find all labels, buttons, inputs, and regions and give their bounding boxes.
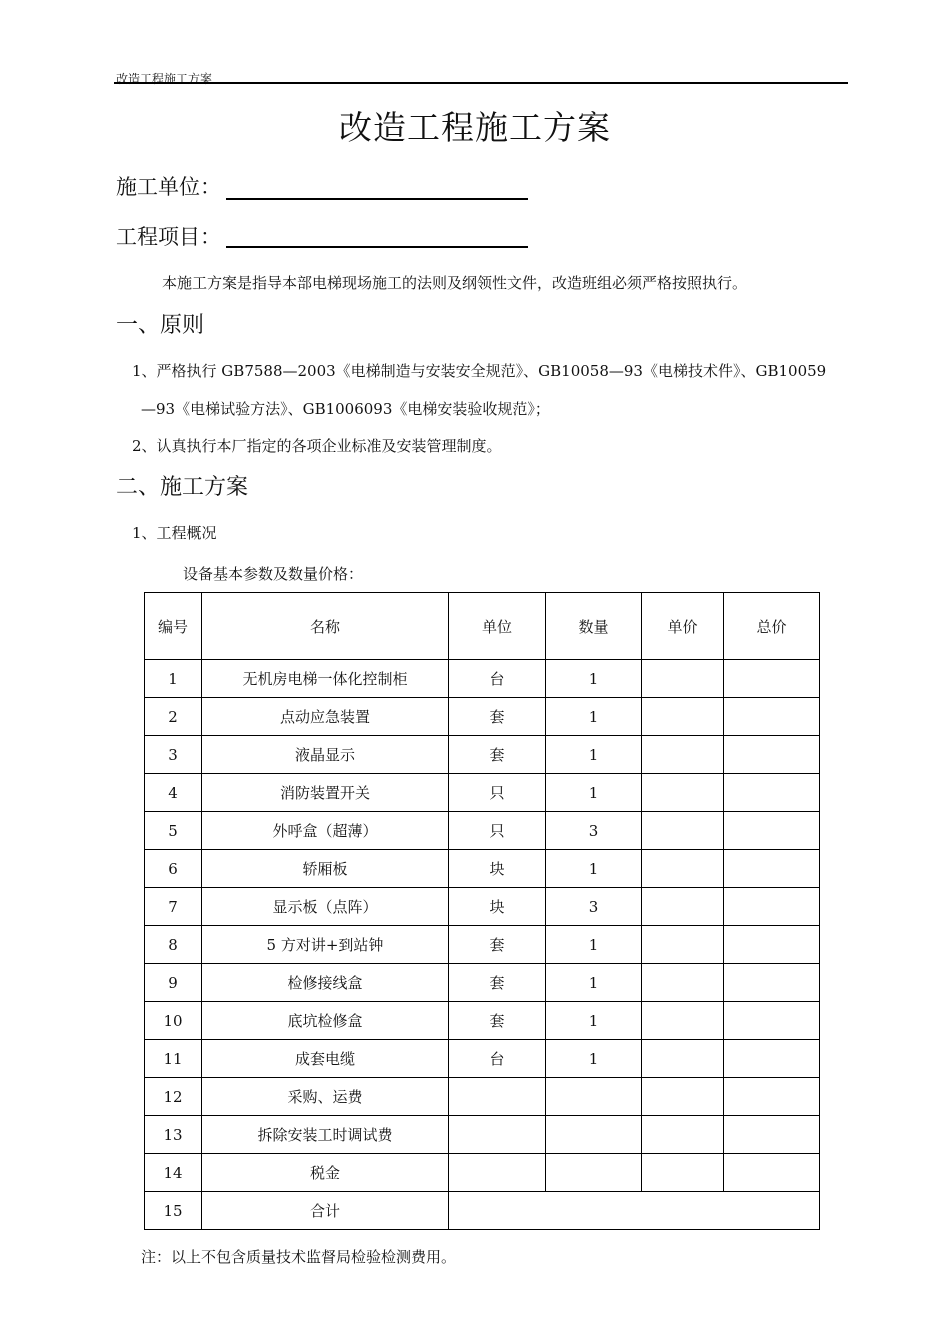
cell-unit: 台 xyxy=(449,660,546,698)
project-name-field xyxy=(116,221,221,251)
cell-unit: 只 xyxy=(449,774,546,812)
header-rule xyxy=(114,82,848,84)
cell-number: 12 xyxy=(145,1078,202,1116)
table-row xyxy=(145,812,820,850)
cell-unit-price xyxy=(642,1002,724,1040)
cell-total-price xyxy=(724,1154,820,1192)
cell-unit: 块 xyxy=(449,888,546,926)
header-cell-quantity: 数量 xyxy=(546,593,642,660)
table-row xyxy=(145,736,820,774)
cell-unit-price xyxy=(642,812,724,850)
cell-unit: 套 xyxy=(449,736,546,774)
construction-unit-label: 施工单位： xyxy=(116,175,221,199)
cell-number: 4 xyxy=(145,774,202,812)
cell-unit: 套 xyxy=(449,698,546,736)
cell-unit-price xyxy=(642,926,724,964)
total-row-number: 15 xyxy=(145,1192,202,1230)
cell-quantity: 1 xyxy=(546,698,642,736)
header-cell-number: 编号 xyxy=(145,593,202,660)
section-principles-heading: 一、原则 xyxy=(116,313,205,338)
project-overview-subheading: 1、工程概况 xyxy=(132,524,217,542)
project-name-label: 工程项目： xyxy=(116,225,221,249)
table-row xyxy=(145,698,820,736)
cell-number: 1 xyxy=(145,660,202,698)
header-cell-unit-price: 单价 xyxy=(642,593,724,660)
cell-total-price xyxy=(724,1040,820,1078)
cell-number: 5 xyxy=(145,812,202,850)
cell-total-price xyxy=(724,1078,820,1116)
cell-name: 消防装置开关 xyxy=(202,774,449,812)
cell-quantity: 1 xyxy=(546,1002,642,1040)
table-row xyxy=(145,1154,820,1192)
cell-unit: 块 xyxy=(449,850,546,888)
cell-unit-price xyxy=(642,850,724,888)
cell-unit-price xyxy=(642,964,724,1002)
table-row xyxy=(145,926,820,964)
table-row xyxy=(145,964,820,1002)
cell-number: 7 xyxy=(145,888,202,926)
header-cell-unit: 单位 xyxy=(449,593,546,660)
cell-unit-price xyxy=(642,774,724,812)
cell-total-price xyxy=(724,812,820,850)
cell-name: 无机房电梯一体化控制柜 xyxy=(202,660,449,698)
cell-unit: 套 xyxy=(449,964,546,1002)
cell-number: 2 xyxy=(145,698,202,736)
total-row xyxy=(145,1192,820,1230)
cell-name: 5 方对讲+到站钟 xyxy=(202,926,449,964)
cell-quantity: 1 xyxy=(546,926,642,964)
total-row-value xyxy=(449,1192,820,1230)
cell-unit-price xyxy=(642,736,724,774)
cell-name: 外呼盒（超薄） xyxy=(202,812,449,850)
cell-quantity xyxy=(546,1116,642,1154)
cell-quantity: 1 xyxy=(546,660,642,698)
cell-number: 10 xyxy=(145,1002,202,1040)
document-title: 改造工程施工方案 xyxy=(339,108,611,147)
section-plan-heading: 二、施工方案 xyxy=(116,475,249,500)
table-caption: 设备基本参数及数量价格： xyxy=(183,565,364,583)
cell-total-price xyxy=(724,1116,820,1154)
project-name-underline xyxy=(226,246,528,248)
cell-total-price xyxy=(724,888,820,926)
cell-name: 点动应急装置 xyxy=(202,698,449,736)
construction-unit-underline xyxy=(226,198,528,200)
cell-name: 成套电缆 xyxy=(202,1040,449,1078)
cell-name: 采购、运费 xyxy=(202,1078,449,1116)
cell-unit: 只 xyxy=(449,812,546,850)
cell-number: 8 xyxy=(145,926,202,964)
table-row xyxy=(145,660,820,698)
cell-number: 11 xyxy=(145,1040,202,1078)
cell-total-price xyxy=(724,1002,820,1040)
cell-quantity: 1 xyxy=(546,964,642,1002)
cell-total-price xyxy=(724,736,820,774)
cell-name: 底坑检修盒 xyxy=(202,1002,449,1040)
running-header: 改造工程施工方案 xyxy=(116,72,213,86)
table-row xyxy=(145,888,820,926)
table-row xyxy=(145,1040,820,1078)
table-header-row xyxy=(145,593,820,660)
principle-item-1-line-1: 1、严格执行 GB7588—2003《电梯制造与安装安全规范》、GB10058—93《电梯技术件》、GB10059 xyxy=(132,362,827,380)
table-row xyxy=(145,1116,820,1154)
cell-unit xyxy=(449,1078,546,1116)
intro-paragraph: 本施工方案是指导本部电梯现场施工的法则及纲领性文件，改造班组必须严格按照执行。 xyxy=(162,274,748,292)
cell-number: 3 xyxy=(145,736,202,774)
cell-number: 6 xyxy=(145,850,202,888)
cell-quantity: 3 xyxy=(546,888,642,926)
cell-total-price xyxy=(724,660,820,698)
cell-quantity: 3 xyxy=(546,812,642,850)
cell-quantity: 1 xyxy=(546,774,642,812)
cell-quantity xyxy=(546,1154,642,1192)
cell-unit-price xyxy=(642,888,724,926)
construction-unit-field xyxy=(116,171,221,201)
cell-name: 税金 xyxy=(202,1154,449,1192)
cell-unit-price xyxy=(642,1154,724,1192)
cell-unit-price xyxy=(642,660,724,698)
table-row xyxy=(145,1002,820,1040)
cell-unit xyxy=(449,1154,546,1192)
footnote: 注：以上不包含质量技术监督局检验检测费用。 xyxy=(141,1248,457,1266)
cell-unit: 套 xyxy=(449,926,546,964)
cell-unit-price xyxy=(642,1078,724,1116)
cell-total-price xyxy=(724,774,820,812)
cell-quantity: 1 xyxy=(546,1040,642,1078)
cell-name: 液晶显示 xyxy=(202,736,449,774)
cell-number: 13 xyxy=(145,1116,202,1154)
cell-quantity xyxy=(546,1078,642,1116)
cell-quantity: 1 xyxy=(546,850,642,888)
cell-total-price xyxy=(724,964,820,1002)
table-row xyxy=(145,850,820,888)
principle-item-2: 2、认真执行本厂指定的各项企业标准及安装管理制度。 xyxy=(132,437,502,455)
equipment-table xyxy=(144,592,820,1230)
cell-unit-price xyxy=(642,698,724,736)
cell-unit-price xyxy=(642,1040,724,1078)
table-row xyxy=(145,774,820,812)
cell-number: 9 xyxy=(145,964,202,1002)
cell-unit: 套 xyxy=(449,1002,546,1040)
cell-name: 拆除安装工时调试费 xyxy=(202,1116,449,1154)
cell-total-price xyxy=(724,698,820,736)
table-row xyxy=(145,1078,820,1116)
cell-quantity: 1 xyxy=(546,736,642,774)
cell-number: 14 xyxy=(145,1154,202,1192)
cell-name: 轿厢板 xyxy=(202,850,449,888)
cell-total-price xyxy=(724,926,820,964)
cell-unit: 台 xyxy=(449,1040,546,1078)
principle-item-1-line-2: —93《电梯试验方法》、GB1006093《电梯安装验收规范》； xyxy=(141,400,550,418)
header-cell-name: 名称 xyxy=(202,593,449,660)
header-cell-total-price: 总价 xyxy=(724,593,820,660)
cell-name: 显示板（点阵） xyxy=(202,888,449,926)
total-row-label: 合计 xyxy=(202,1192,449,1230)
cell-total-price xyxy=(724,850,820,888)
cell-unit-price xyxy=(642,1116,724,1154)
cell-unit xyxy=(449,1116,546,1154)
cell-name: 检修接线盒 xyxy=(202,964,449,1002)
